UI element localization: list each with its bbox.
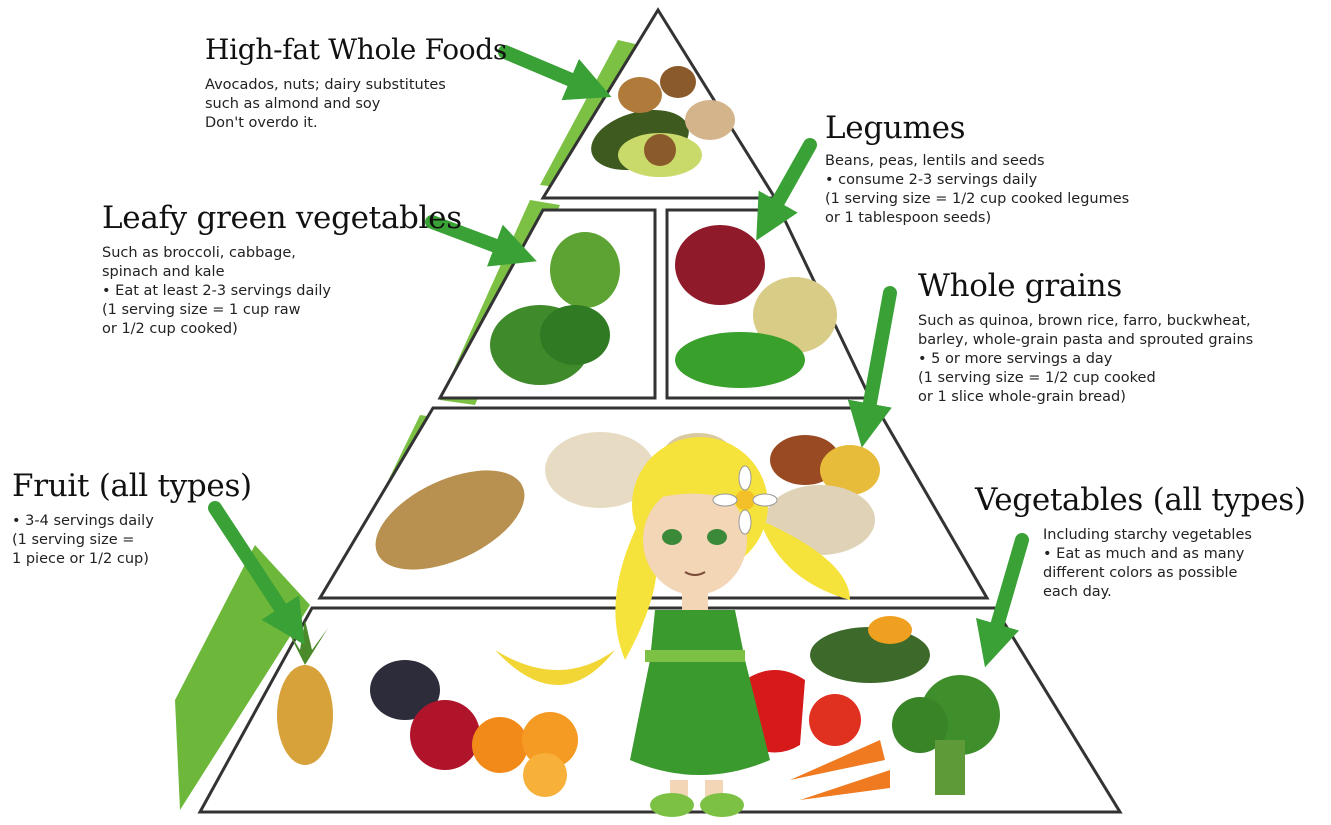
section-line: each day.: [1043, 584, 1112, 600]
section-line: • 3-4 servings daily: [12, 513, 154, 529]
section-line: different colors as possible: [1043, 565, 1238, 581]
section-whole-grains: [918, 268, 1253, 407]
section-line: Such as quinoa, brown rice, farro, buckwheat,: [918, 313, 1251, 329]
section-line: barley, whole-grain pasta and sprouted grains: [918, 332, 1254, 348]
section-leafy-greens: [102, 200, 462, 339]
section-line: • Eat as much and as many: [1043, 546, 1245, 562]
section-line: (1 serving size =: [12, 532, 135, 548]
section-vegetables: [975, 482, 1306, 602]
section-line: or 1 slice whole-grain bread): [918, 389, 1126, 405]
section-title: Vegetables (all types): [975, 482, 1306, 518]
section-line: Such as broccoli, cabbage,: [102, 245, 296, 261]
section-line: (1 serving size = 1/2 cup cooked: [918, 370, 1156, 386]
section-line: spinach and kale: [102, 264, 225, 280]
section-line: Don't overdo it.: [205, 115, 318, 131]
section-line: or 1/2 cup cooked): [102, 321, 238, 337]
section-line: such as almond and soy: [205, 96, 381, 112]
section-title: Legumes: [825, 110, 966, 146]
section-title: Leafy green vegetables: [102, 200, 462, 236]
arrow-high-fat: [505, 52, 595, 90]
arrow-legumes: [765, 145, 810, 225]
section-line: • consume 2-3 servings daily: [825, 172, 1038, 188]
section-title: Fruit (all types): [12, 468, 252, 504]
section-legumes: [825, 110, 1129, 228]
section-line: 1 piece or 1/2 cup): [12, 551, 149, 567]
section-line: • Eat at least 2-3 servings daily: [102, 283, 331, 299]
section-line: (1 serving size = 1/2 cup cooked legumes: [825, 191, 1130, 207]
section-line: or 1 tablespoon seeds): [825, 210, 992, 226]
section-line: Avocados, nuts; dairy substitutes: [205, 77, 446, 93]
section-line: (1 serving size = 1 cup raw: [102, 302, 301, 318]
section-fruit: [12, 468, 252, 569]
section-title: High-fat Whole Foods: [205, 33, 508, 66]
section-high-fat: [205, 32, 507, 133]
section-line: • 5 or more servings a day: [918, 351, 1113, 367]
section-line: Beans, peas, lentils and seeds: [825, 153, 1045, 169]
section-line: Including starchy vegetables: [1043, 527, 1252, 543]
section-title: Whole grains: [918, 268, 1122, 304]
